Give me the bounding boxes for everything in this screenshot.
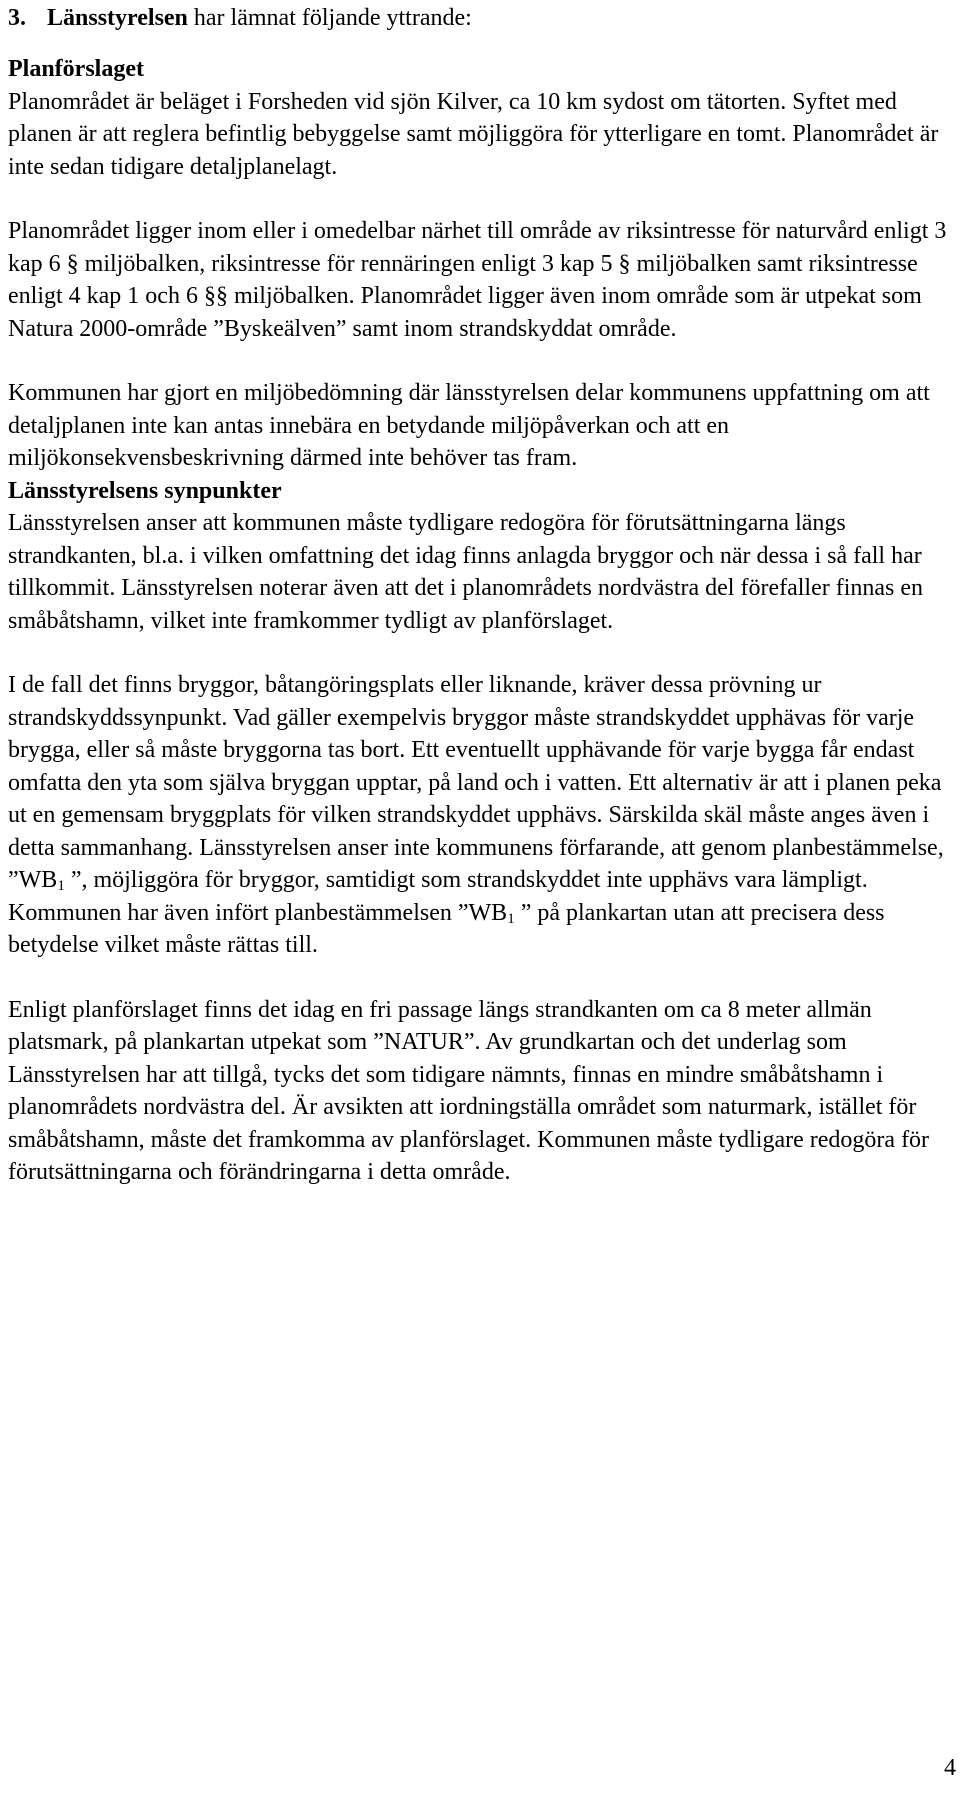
item-intro: har lämnat följande yttrande: — [187, 5, 472, 31]
page-number: 4 — [944, 1755, 956, 1781]
bryggor-text-2: ”, möjliggöra för bryggor, samtidigt som strandskyddet inte upphävs vara lämpligt. Kommunen har även infört planbestämmelsen ”WB — [8, 867, 868, 926]
paragraph-synpunkter: Länsstyrelsen anser att kommunen måste tydligare redogöra för förutsättningarna längs strandkanten, bl.a. i vilken omfattning det idag finns anlagda bryggor och när dessa i så fall har tillkommit. Länsstyrelsen noterar även att det i planområdets nordvästra del förefaller finnas en småbåtshamn, vilket inte framkommer tydligt av planförslaget. — [8, 510, 924, 634]
bryggor-text-3: ” på plankartan utan att precisera dess betydelse vilket måste rättas till. — [8, 899, 885, 958]
heading-synpunkter: Länsstyrelsens synpunkter — [8, 477, 282, 504]
bryggor-text-1: I de fall det finns bryggor, båtangöringsplats eller liknande, kräver dessa prövning ur strandskyddssynpunkt. Vad gäller exempelvis bryggor måste strandskyddet upphävas för varje brygga, eller så måste bryggorna tas bort. Ett eventuellt upphävande för varje bygga får endast omfatta den yta som själva bryggan upptar, på land och i vatten. Ett alternativ är att i planen peka ut en gemensam bryggplats för vilken strandskyddet upphävs. Särskilda skäl måste anges även i detta sammanhang. Länsstyrelsen anser inte kommunens förfarande, att genom planbestämmelse, ”WB — [8, 672, 944, 893]
item-header — [8, 2, 472, 35]
bryggor-subscript-1: 1 — [57, 878, 65, 894]
document-body — [8, 53, 952, 1189]
item-number: 3. — [8, 5, 26, 31]
paragraph-riksintresse: Planområdet ligger inom eller i omedelbar närhet till område av riksintresse för naturvård enligt 3 kap 6 § miljöbalken, riksintresse för rennäringen enligt 3 kap 5 § miljöbalken samt riksintresse enligt 4 kap 1 och 6 §§ miljöbalken. Planområdet ligger även inom område som är utpekat som Natura 2000-område ”Byskeälven” samt inom strandskyddat område. — [8, 218, 947, 342]
paragraph-miljobedomning: Kommunen har gjort en miljöbedömning där länsstyrelsen delar kommunens uppfattning om att detaljplanen inte kan antas innebära en betydande miljöpåverkan och att en miljökonsekvensbeskrivning därmed inte behöver tas fram. — [8, 380, 930, 471]
heading-planforslaget: Planförslaget — [8, 56, 144, 82]
paragraph-planforslaget: Planområdet är beläget i Forsheden vid sjön Kilver, ca 10 km sydost om tätorten. Syftet med planen är att reglera befintlig bebyggelse samt möjliggöra för ytterligare en tomt. Planområdet är inte sedan tidigare detaljplanelagt. — [8, 88, 939, 180]
item-authority: Länsstyrelsen — [47, 5, 188, 31]
bryggor-subscript-2: 1 — [507, 910, 515, 927]
paragraph-passage: Enligt planförslaget finns det idag en fri passage längs strandkanten om ca 8 meter allmän platsmark, på plankartan utpekat som ”NATUR”. Av grundkartan och det underlag som Länsstyrelsen har att tillgå, tycks det som tidigare nämnts, finnas en mindre småbåtshamn i planområdets nordvästra del. Är avsikten att iordningställa området som naturmark, istället för småbåtshamn, måste det framkomma av planförslaget. Kommunen måste tydligare redogöra för förutsättningarna och förändringarna i detta område. — [8, 996, 930, 1185]
paragraph-bryggor — [8, 669, 952, 962]
